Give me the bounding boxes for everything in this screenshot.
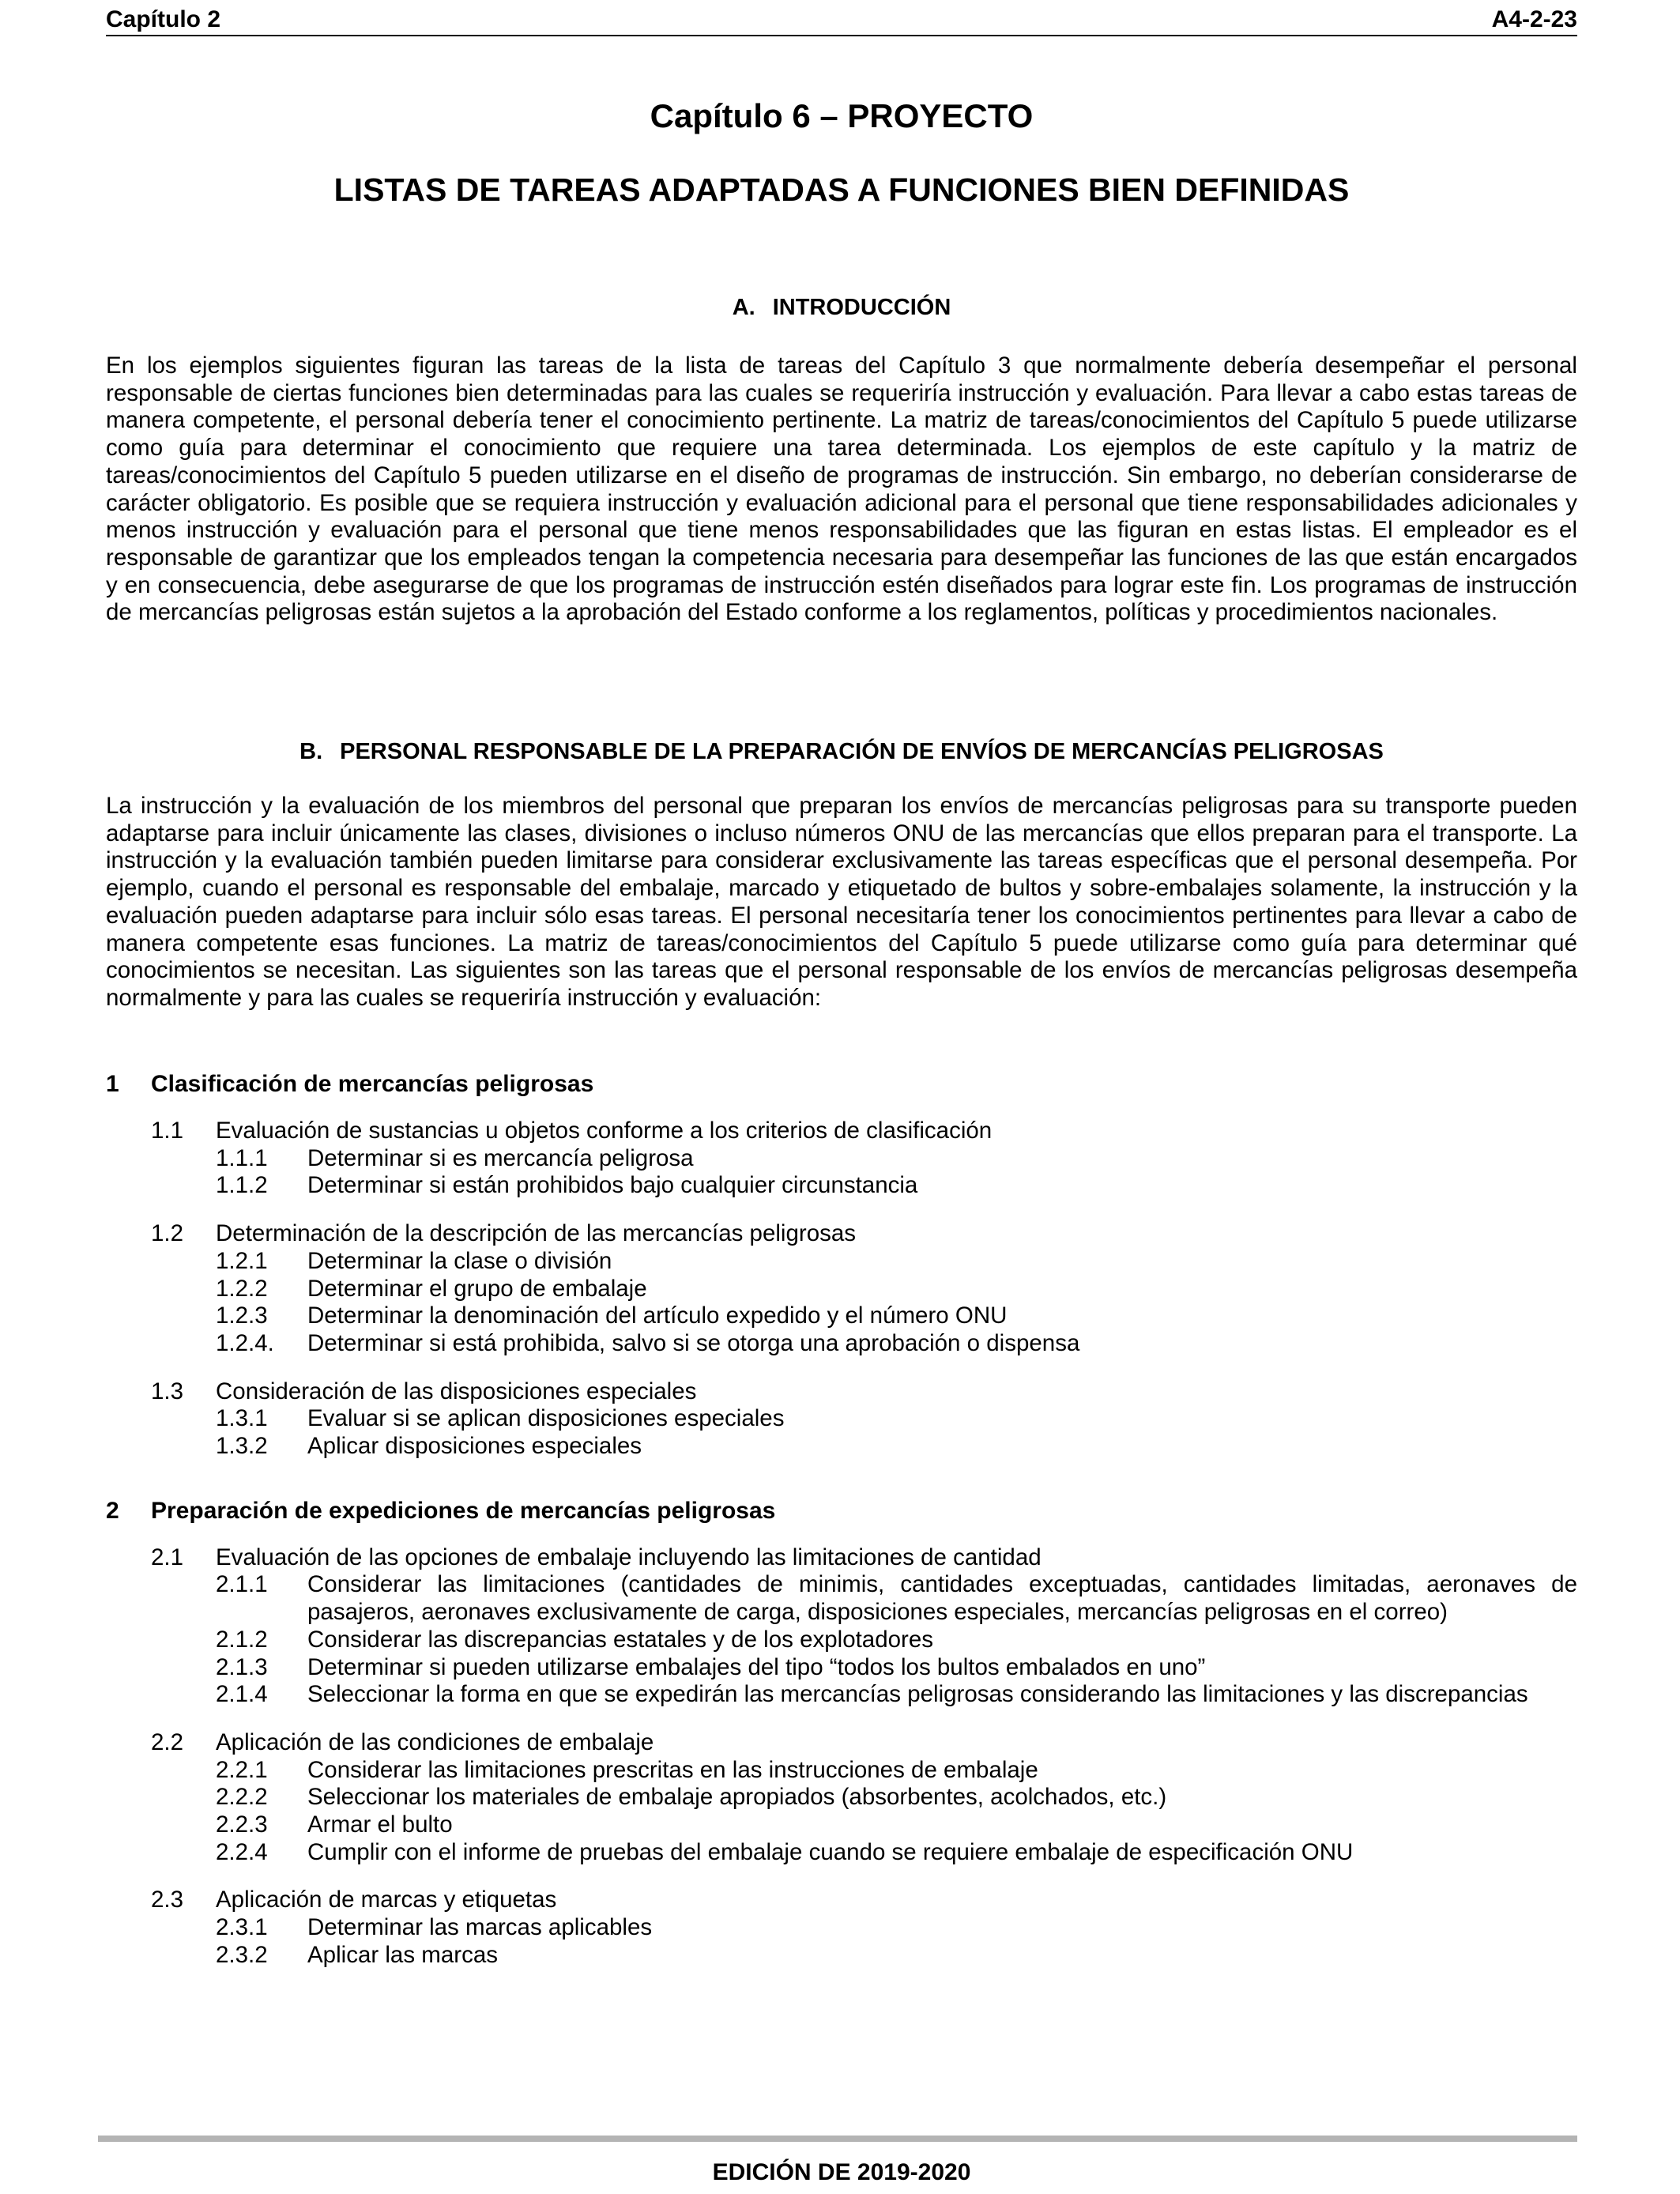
item-text: Determinar la clase o división [307,1247,612,1274]
item-text: Determinar si pueden utilizarse embalajes del tipo “todos los bultos embalados en uno” [307,1653,1206,1680]
item-text: Aplicar disposiciones especiales [307,1433,642,1460]
item-text: Seleccionar la forma en que se expedirán las mercancías peligrosas considerando las limitaciones y las discrepancias [307,1681,1528,1708]
list-item [106,1757,1577,1785]
subtask-title: Determinación de la descripción de las mercancías peligrosas [216,1220,857,1247]
section-a-paragraph: En los ejemplos siguientes figuran las tareas de la lista de tareas del Capítulo 3 que normalmente debería desempeñar el personal responsable de ciertas funciones bien determinadas para las cuales se requeriría instrucción y evaluación. Para llevar a cabo estas tareas de manera competente, el personal debería tener el conocimiento pertinente. La matriz de tareas/conocimientos del Capítulo 5 puede utilizarse como guía para determinar el conocimiento que requiere una tarea determinada. Los ejemplos de este capítulo y la matriz de tareas/conocimientos del Capítulo 5 pueden utilizarse en el diseño de programas de instrucción. Sin embargo, no deberían considerarse de carácter obligatorio. Es posible que se requiera instrucción y evaluación adicional para el personal que tiene responsabilidades adicionales y menos instrucción y evaluación para el personal que tiene menos responsabilidades que las figuran en estas listas. El empleador es el responsable de garantizar que los empleados tengan la competencia necesaria para desempeñar las funciones de las que están encargados y en consecuencia, debe asegurarse de que los programas de instrucción estén diseñados para lograr este fin. Los programas de instrucción de mercancías peligrosas están sujetos a la aprobación del Estado conforme a los reglamentos, políticas y procedimientos nacionales. [106,352,1577,626]
subtask-number: 1.3 [151,1378,184,1404]
item-number: 2.1.1 [216,1571,268,1598]
item-number: 1.2.3 [216,1302,268,1329]
item-text: Armar el bulto [307,1811,453,1838]
item-number: 1.1.1 [216,1144,268,1171]
item-text: Considerar las discrepancias estatales y de los explotadores [307,1626,934,1653]
task-heading [106,1497,1577,1525]
item-text: Determinar las marcas aplicables [307,1914,653,1941]
item-number: 2.2.1 [216,1756,268,1783]
chapter-subtitle: LISTAS DE TAREAS ADAPTADAS A FUNCIONES BIEN DEFINIDAS [333,172,1350,208]
item-text: Considerar las limitaciones prescritas en las instrucciones de embalaje [307,1756,1038,1783]
subtask-heading [106,1729,1577,1757]
item-number: 2.2.4 [216,1838,268,1865]
section-b-letter: B. [299,739,323,764]
list-item [106,1302,1577,1330]
item-text: Determinar si están prohibidos bajo cualquier circunstancia [307,1172,918,1199]
list-item [106,1811,1577,1839]
running-header [106,5,1577,36]
subtask-title: Evaluación de sustancias u objetos conforme a los criterios de clasificación [216,1118,993,1144]
chapter-title: Capítulo 6 – PROYECTO [650,97,1034,134]
item-number: 1.2.4. [216,1329,274,1356]
task-number: 1 [106,1071,119,1097]
item-text: Determinar si está prohibida, salvo si se otorga una aprobación o dispensa [307,1329,1080,1356]
subtask-number: 2.3 [151,1887,184,1913]
list-item [106,1784,1577,1811]
header-chapter: Capítulo 2 [106,6,221,32]
list-item [106,1330,1577,1358]
section-a-title: INTRODUCCIÓN [772,295,951,320]
task-title: Clasificación de mercancías peligrosas [151,1071,594,1097]
subtask-number: 2.1 [151,1544,184,1570]
footer-edition: EDICIÓN DE 2019-2020 [712,2159,971,2185]
list-item [106,1433,1577,1461]
item-text: Aplicar las marcas [307,1941,498,1968]
subtask-number: 1.1 [151,1118,184,1144]
section-b-paragraph: La instrucción y la evaluación de los miembros del personal que preparan los envíos de mercancías peligrosas para su transporte pueden adaptarse para incluir únicamente las clases, divisiones o incluso números ONU de las mercancías que ellos preparan para el transporte. La instrucción y la evaluación también pueden limitarse para considerar exclusivamente las tareas específicas que el personal desempeña. Por ejemplo, cuando el personal es responsable del embalaje, marcado y etiquetado de bultos y sobre-embalajes solamente, la instrucción y la evaluación pueden adaptarse para incluir sólo esas tareas. El personal necesitaría tener los conocimientos pertinentes para llevar a cabo de manera competente esas funciones. La matriz de tareas/conocimientos del Capítulo 5 puede utilizarse como guía para determinar qué conocimientos se necesitan. Las siguientes son las tareas que el personal responsable de los envíos de mercancías peligrosas desempeña normalmente y para las cuales se requeriría instrucción y evaluación: [106,793,1577,1011]
subtask-heading [106,1378,1577,1406]
item-number: 1.2.1 [216,1247,268,1274]
item-text: Determinar la denominación del artículo expedido y el número ONU [307,1302,1008,1329]
subtask-title: Consideración de las disposiciones especiales [216,1378,697,1404]
subtask-title: Evaluación de las opciones de embalaje incluyendo las limitaciones de cantidad [216,1544,1042,1570]
list-item [106,1627,1577,1654]
item-number: 2.2.3 [216,1811,268,1838]
item-number: 2.3.2 [216,1941,268,1968]
subtask-heading [106,1887,1577,1914]
list-item [106,1405,1577,1433]
subtask-number: 1.2 [151,1220,184,1247]
item-number: 1.2.2 [216,1275,268,1302]
item-number: 1.3.2 [216,1433,268,1460]
section-a-heading [106,292,1577,322]
item-number: 2.2.2 [216,1784,268,1811]
item-number: 1.3.1 [216,1405,268,1432]
subtask-heading [106,1118,1577,1145]
section-a-letter: A. [732,295,755,320]
section-b-title: PERSONAL RESPONSABLE DE LA PREPARACIÓN DE ENVÍOS DE MERCANCÍAS PELIGROSAS [340,739,1384,764]
footer-divider [98,2136,1577,2142]
list-item [106,1654,1577,1682]
item-text: Determinar si es mercancía peligrosa [307,1144,694,1171]
item-number: 2.1.4 [216,1681,268,1708]
subtask-title: Aplicación de marcas y etiquetas [216,1887,557,1913]
list-item [106,1839,1577,1867]
subtask-number: 2.2 [151,1728,184,1755]
list-item [106,1172,1577,1200]
list-item [106,1571,1577,1626]
item-number: 2.1.2 [216,1626,268,1653]
item-number: 2.3.1 [216,1914,268,1941]
task-heading [106,1070,1577,1099]
list-item [106,1914,1577,1942]
list-item [106,1145,1577,1173]
subtask-title: Aplicación de las condiciones de embalaje [216,1728,654,1755]
item-text: Considerar las limitaciones (cantidades de minimis, cantidades exceptuadas, cantidades limitadas, aeronaves de pasajeros, aeronaves exclusivamente de carga, disposiciones especiales, mercancías peligrosas en el correo) [307,1571,1577,1626]
task-number: 2 [106,1497,119,1524]
list-item [106,1681,1577,1709]
item-number: 1.1.2 [216,1172,268,1199]
list-item [106,1248,1577,1276]
section-b-heading [106,737,1577,767]
task-list [106,1070,1577,1970]
item-text: Evaluar si se aplican disposiciones especiales [307,1405,785,1432]
item-text: Determinar el grupo de embalaje [307,1275,647,1302]
item-text: Cumplir con el informe de pruebas del embalaje cuando se requiere embalaje de especificación ONU [307,1838,1354,1865]
item-text: Seleccionar los materiales de embalaje apropiados (absorbentes, acolchados, etc.) [307,1784,1167,1811]
list-item [106,1942,1577,1970]
item-number: 2.1.3 [216,1653,268,1680]
header-page-number: A4-2-23 [1491,6,1577,32]
subtask-heading [106,1544,1577,1572]
task-title: Preparación de expediciones de mercancías peligrosas [151,1497,776,1524]
subtask-heading [106,1220,1577,1248]
list-item [106,1276,1577,1303]
